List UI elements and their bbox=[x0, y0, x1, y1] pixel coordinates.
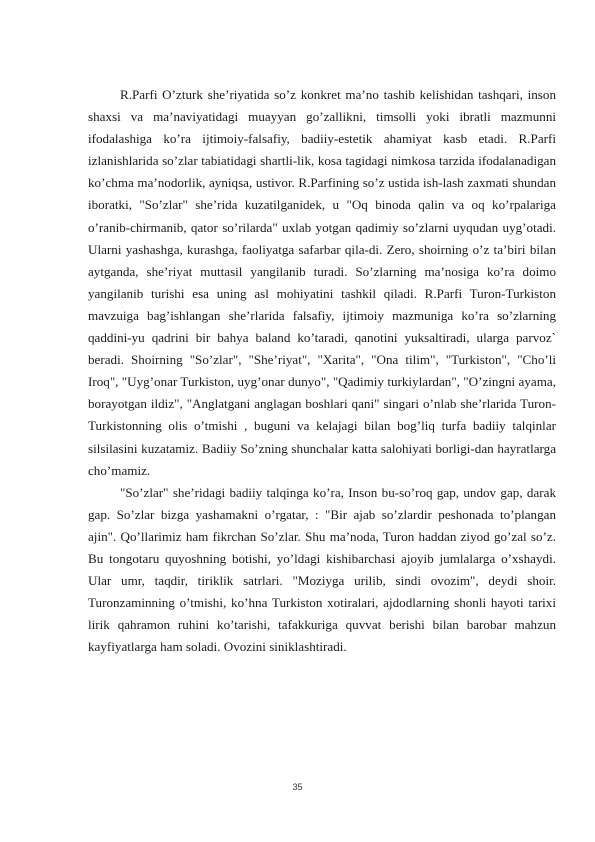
paragraph-2: "So’zlar" she’ridagi badiiy talqinga ko’ra, Inson bu-so’roq gap, undov gap, darak gap. So’zlar bizga yashamakni o’rgatar, : "Bir ajab so’zlardir peshonada to’plangan ajin". Qo’llarimiz ham fikrchan So’zlar. Shu ma’noda, Turon haddan ziyod go’zal so’z. Bu tongotaru quyoshning botishi, yo’ldagi kishibarchasi ajoyib jumlalarga o’xshaydi. Ular umr, taqdir, tiriklik satrlari. "Moziyga urilib, sindi ovozim", deydi shoir. Turonzaminning o’tmishi, ko’hna Turkiston xotiralari, ajdodlarning shonli hayoti tarixi lirik qahramon ruhini ko’tarishi, tafakkuriga quvvat berishi bilan barobar mahzun kayfiyatlarga ham soladi. Ovozini siniklashtiradi. bbox=[88, 484, 556, 655]
page-number: 35 bbox=[292, 782, 303, 792]
paragraph-1: R.Parfi O’zturk she’riyatida so’z konkret ma’no tashib kelishidan tashqari, inson shaxsi va ma’naviyatidagi muayyan go’zallikni, timsolli yoki ibratli mazmunni ifodalashiga ko’ra ijtimoiy-falsafiy, badiiy-estetik ahamiyat kasb etadi. R.Parfi izlanishlarida so’zlar tabiatidagi shartli-lik, kosa tagidagi nimkosa tarzida ifodalanadigan ko’chma ma’nodorlik, ayniqsa, ustivor. R.Parfining so’z ustida ish-lash zaxmati shundan iboratki, "So’zlar" she’rida kuzatilganidek, u "Oq binoda qalin va oq ko’rpalariga o’ranib-chirmanib, qator so’rilarda" uxlab yotgan qadimiy so’zlarni uyqudan uyg’otadi. Ularni yashashga, kurashga, faoliyatga safarbar qila-di. Zero, shoirning o’z ta’biri bilan aytganda, she’riyat muttasil yangilanib turadi. So’zlarning ma’nosiga ko’ra doimo yangilanib turishi esa uning asl mohiyatini tashkil qiladi. R.Parfi Turon-Turkiston mavzuiga bag’ishlangan she’rlarida falsafiy, ijtimoiy mazmuniga ko’ra so’zlarning qaddini-yu qadrini bir bahya baland ko’taradi, qanotini yuksaltiradi, ularga parvoz` beradi. Shoirning "So’zlar", "She’riyat", "Xarita", "Ona tilim", "Turkiston", "Cho’li Iroq", "Uyg’onar Turkiston, uyg’onar dunyo", "Qadimiy turkiylardan", "O’zingni ayama, borayotgan ildiz", "Anglatgani anglagan boshlari qani" singari o’nlab she’rlarida Turon-Turkistonning olis o’tmishi , buguni va kelajagi bilan bog’liq turfa badiiy talqinlar silsilasini kuzatamiz. Badiiy So’zning shunchalar katta salohiyati borligi-dan hayratlarga cho’mamiz. bbox=[88, 87, 556, 478]
text-body bbox=[88, 84, 556, 658]
